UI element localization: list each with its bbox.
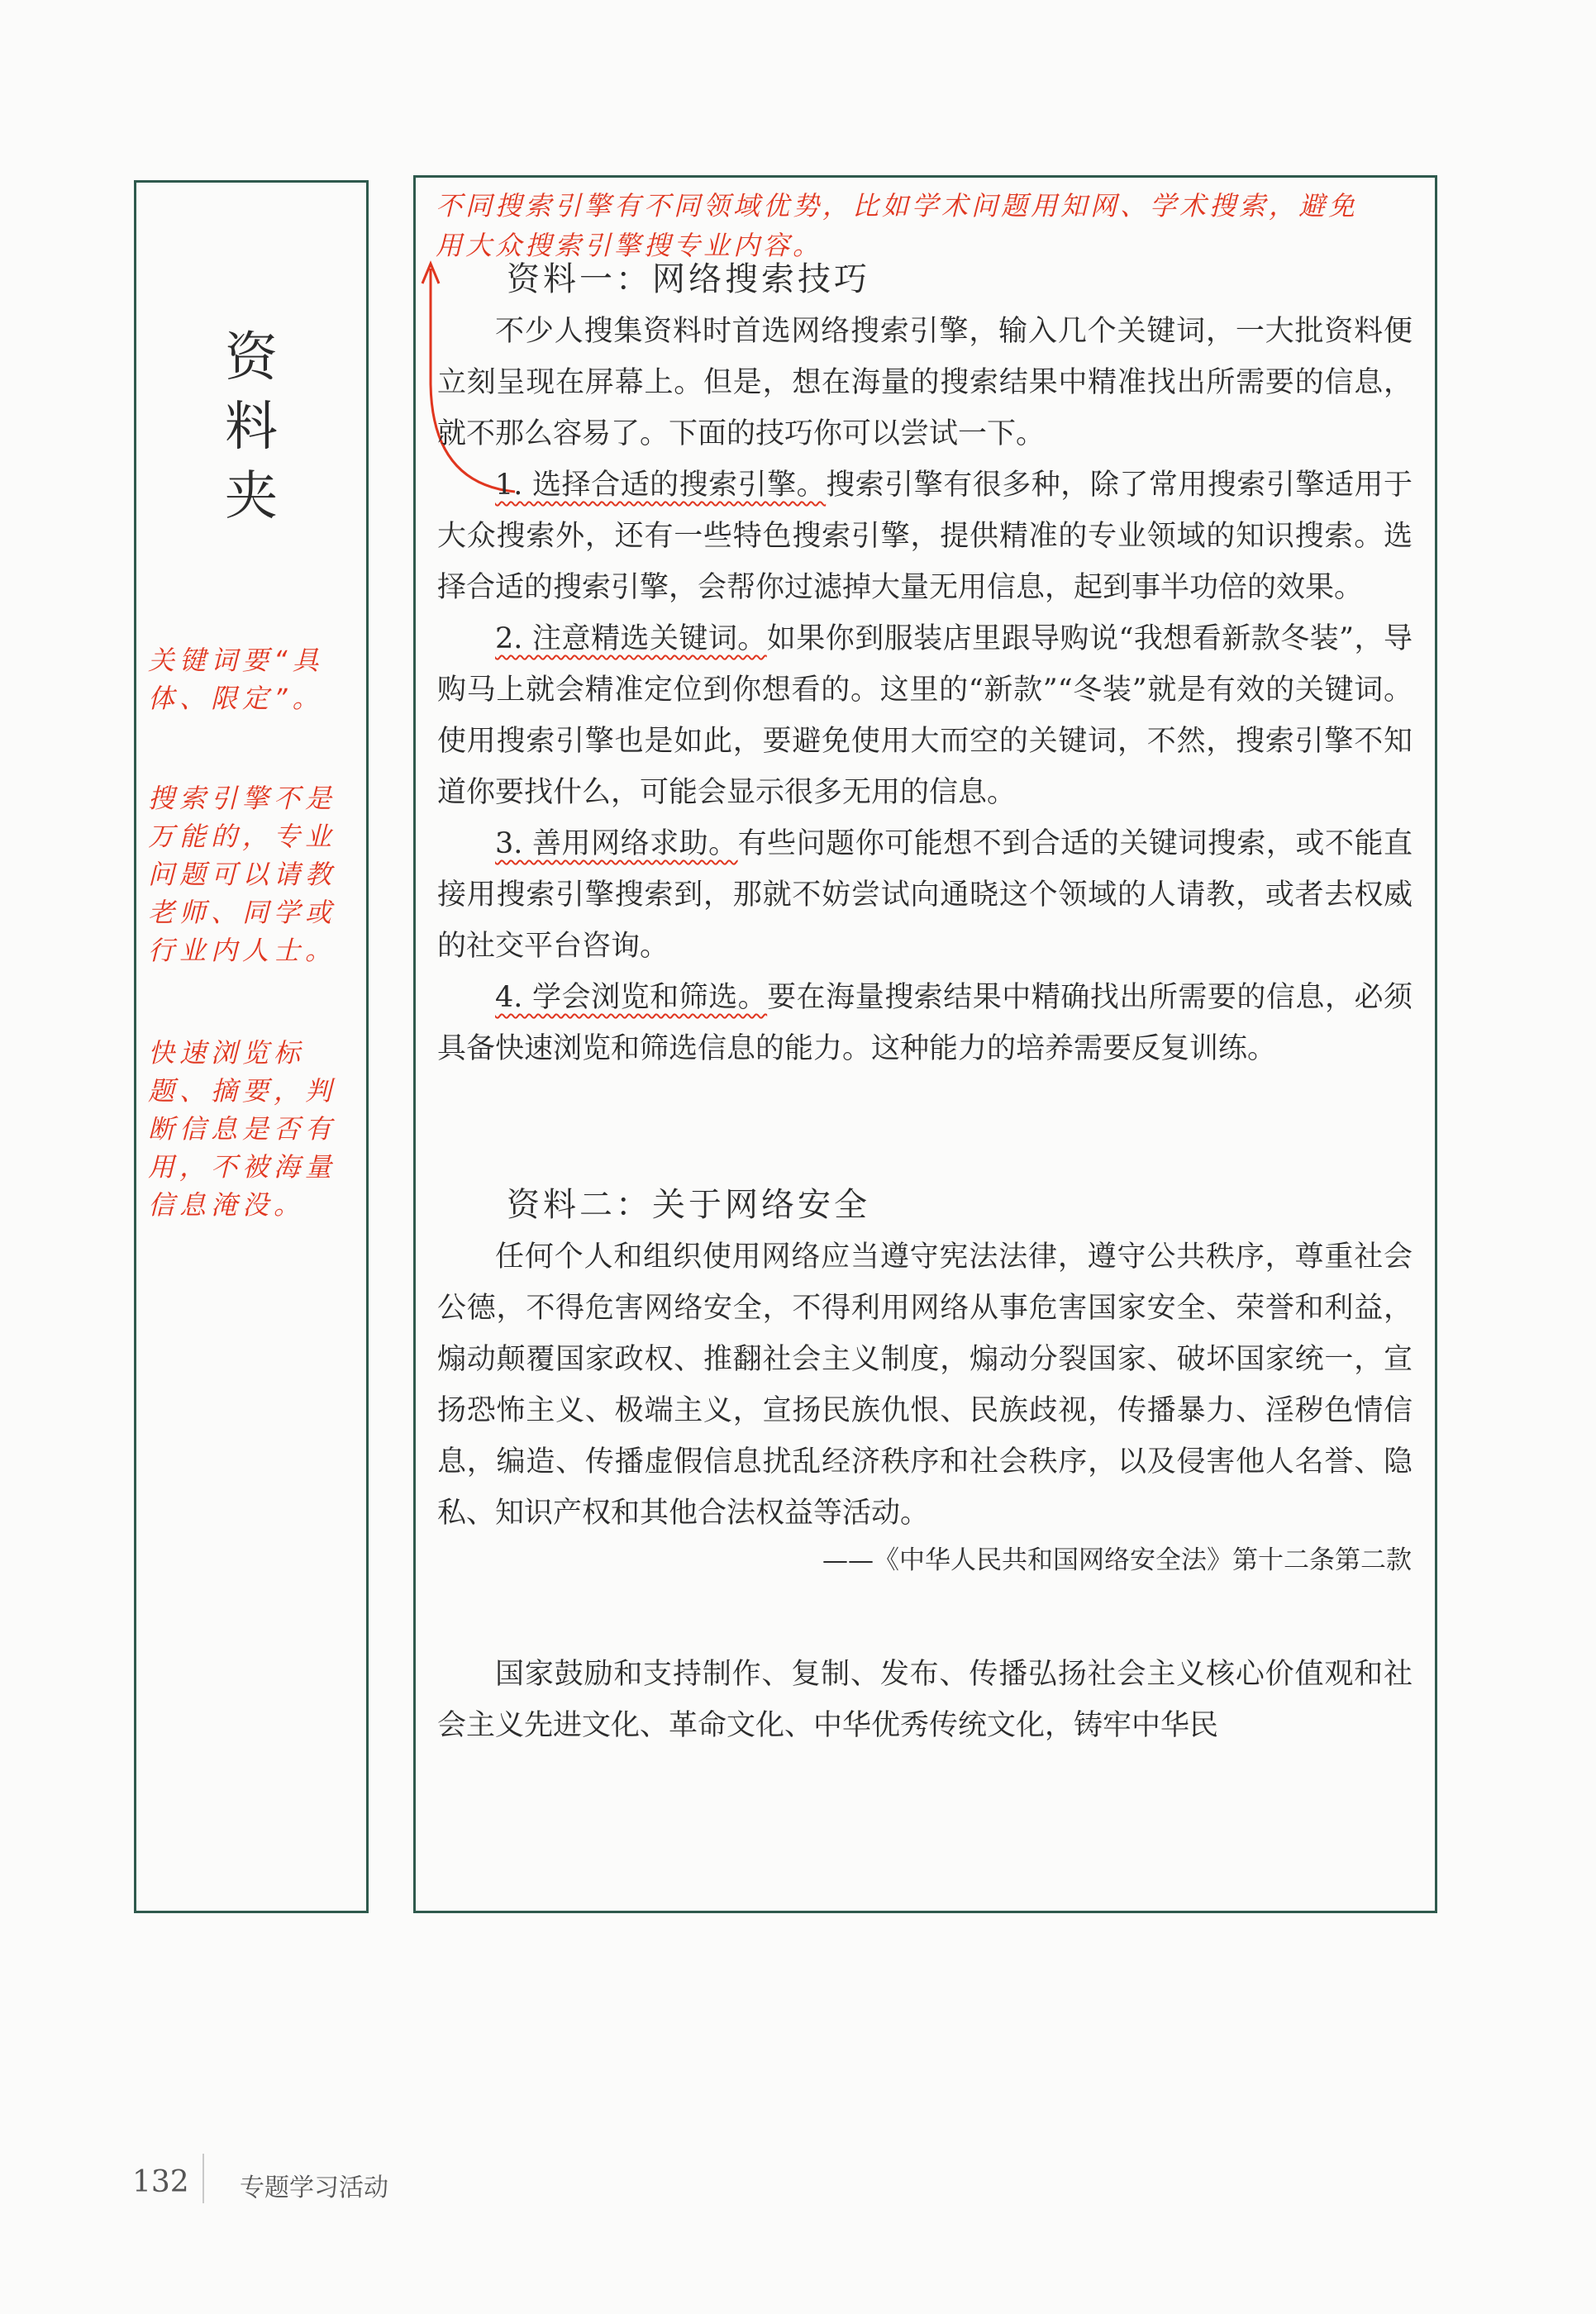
material2-citation: ——《中华人民共和国网络安全法》第十二条第二款 [822, 1545, 1412, 1575]
material2-para1: 任何个人和组织使用网络应当遵守宪法法律，遵守公共秩序，尊重社会公德，不得危害网络安全，不得利用网络从事危害国家安全、荣誉和利益，煽动颠覆国家政权、推翻社会主义制度，煽动分裂国家、破坏国家统一，宣扬恐怖主义、极端主义，宣扬民族仇恨、民族歧视，传播暴力、淫秽色情信息，编造、传播虚假信息扰乱经济秩序和社会秩序，以及侵害他人名誉、隐私、知识产权和其他合法权益等活动。 [437, 1240, 1413, 1530]
material1-tip-4 [437, 972, 1413, 1074]
material1-tip-1 [437, 459, 1413, 613]
material1-tip-2 [437, 613, 1413, 818]
sidebar-title-char: 夹 [225, 466, 278, 527]
sidebar-title [136, 323, 366, 531]
tip-heading: 2. 注意精选关键词。 [495, 622, 767, 655]
footer-divider [202, 2154, 204, 2203]
main-content-panel [413, 175, 1437, 1913]
tip-text: 有些问题你可能想不到合适的关键词搜索，或不能直接用搜索引擎搜索到，那就不妨尝试向通晓这个领域的人请教，或者去权威的社交平台咨询。 [437, 827, 1413, 963]
sidebar-panel [134, 180, 369, 1913]
tip-text: 要在海量搜索结果中精确找出所需要的信息，必须具备快速浏览和筛选信息的能力。这种能力的培养需要反复训练。 [437, 981, 1413, 1065]
material1-title: 资料一：网络搜索技巧 [507, 260, 870, 298]
material1-intro: 不少人搜集资料时首选网络搜索引擎，输入几个关键词，一大批资料便立刻呈现在屏幕上。但是，想在海量的搜索结果中精准找出所需要的信息，就不那么容易了。下面的技巧你可以尝试一下。 [437, 315, 1413, 450]
tip-text: 如果你到服装店里跟导购说“我想看新款冬装”，导购马上就会精准定位到你想看的。这里的“新款”“冬装”就是有效的关键词。使用搜索引擎也是如此，要避免使用大而空的关键词，不然，搜索引擎不知道你要找什么，可能会显示很多无用的信息。 [437, 622, 1413, 809]
top-annotation-note: 不同搜索引擎有不同领域优势，比如学术问题用知网、学术搜索，避免用大众搜索引擎搜专业内容。 [436, 190, 1359, 261]
material2-body [437, 1231, 1413, 1539]
material1-body [437, 306, 1413, 1074]
sidebar-note-search-engine: 搜索引擎不是万能的，专业问题可以请教老师、同学或行业内人士。 [148, 783, 337, 966]
tip-heading: 4. 学会浏览和筛选。 [495, 981, 768, 1014]
sidebar-title-char: 料 [225, 397, 278, 458]
material2-title: 资料二：关于网络安全 [507, 1186, 870, 1224]
tip-heading: 1. 选择合适的搜索引擎。 [495, 469, 827, 502]
material2-para2: 国家鼓励和支持制作、复制、发布、传播弘扬社会主义核心价值观和社会主义先进文化、革命文化、中华优秀传统文化，铸牢中华民 [437, 1658, 1413, 1742]
page-number: 132 [132, 2165, 189, 2199]
sidebar-title-char: 资 [225, 327, 278, 388]
tip-heading: 3. 善用网络求助。 [495, 827, 738, 860]
sidebar-note-browsing: 快速浏览标题、摘要，判断信息是否有用，不被海量信息淹没。 [148, 1037, 337, 1221]
sidebar-note-keywords: 关键词要“具体、限定”。 [148, 645, 324, 714]
material1-tip-3 [437, 818, 1413, 972]
footer-section-label: 专题学习活动 [240, 2174, 388, 2202]
tip-text: 搜索引擎有很多种，除了常用搜索引擎适用于大众搜索外，还有一些特色搜索引擎，提供精准的专业领域的知识搜索。选择合适的搜索引擎，会帮你过滤掉大量无用信息，起到事半功倍的效果。 [437, 469, 1413, 604]
material2-para2-block [437, 1649, 1413, 1751]
